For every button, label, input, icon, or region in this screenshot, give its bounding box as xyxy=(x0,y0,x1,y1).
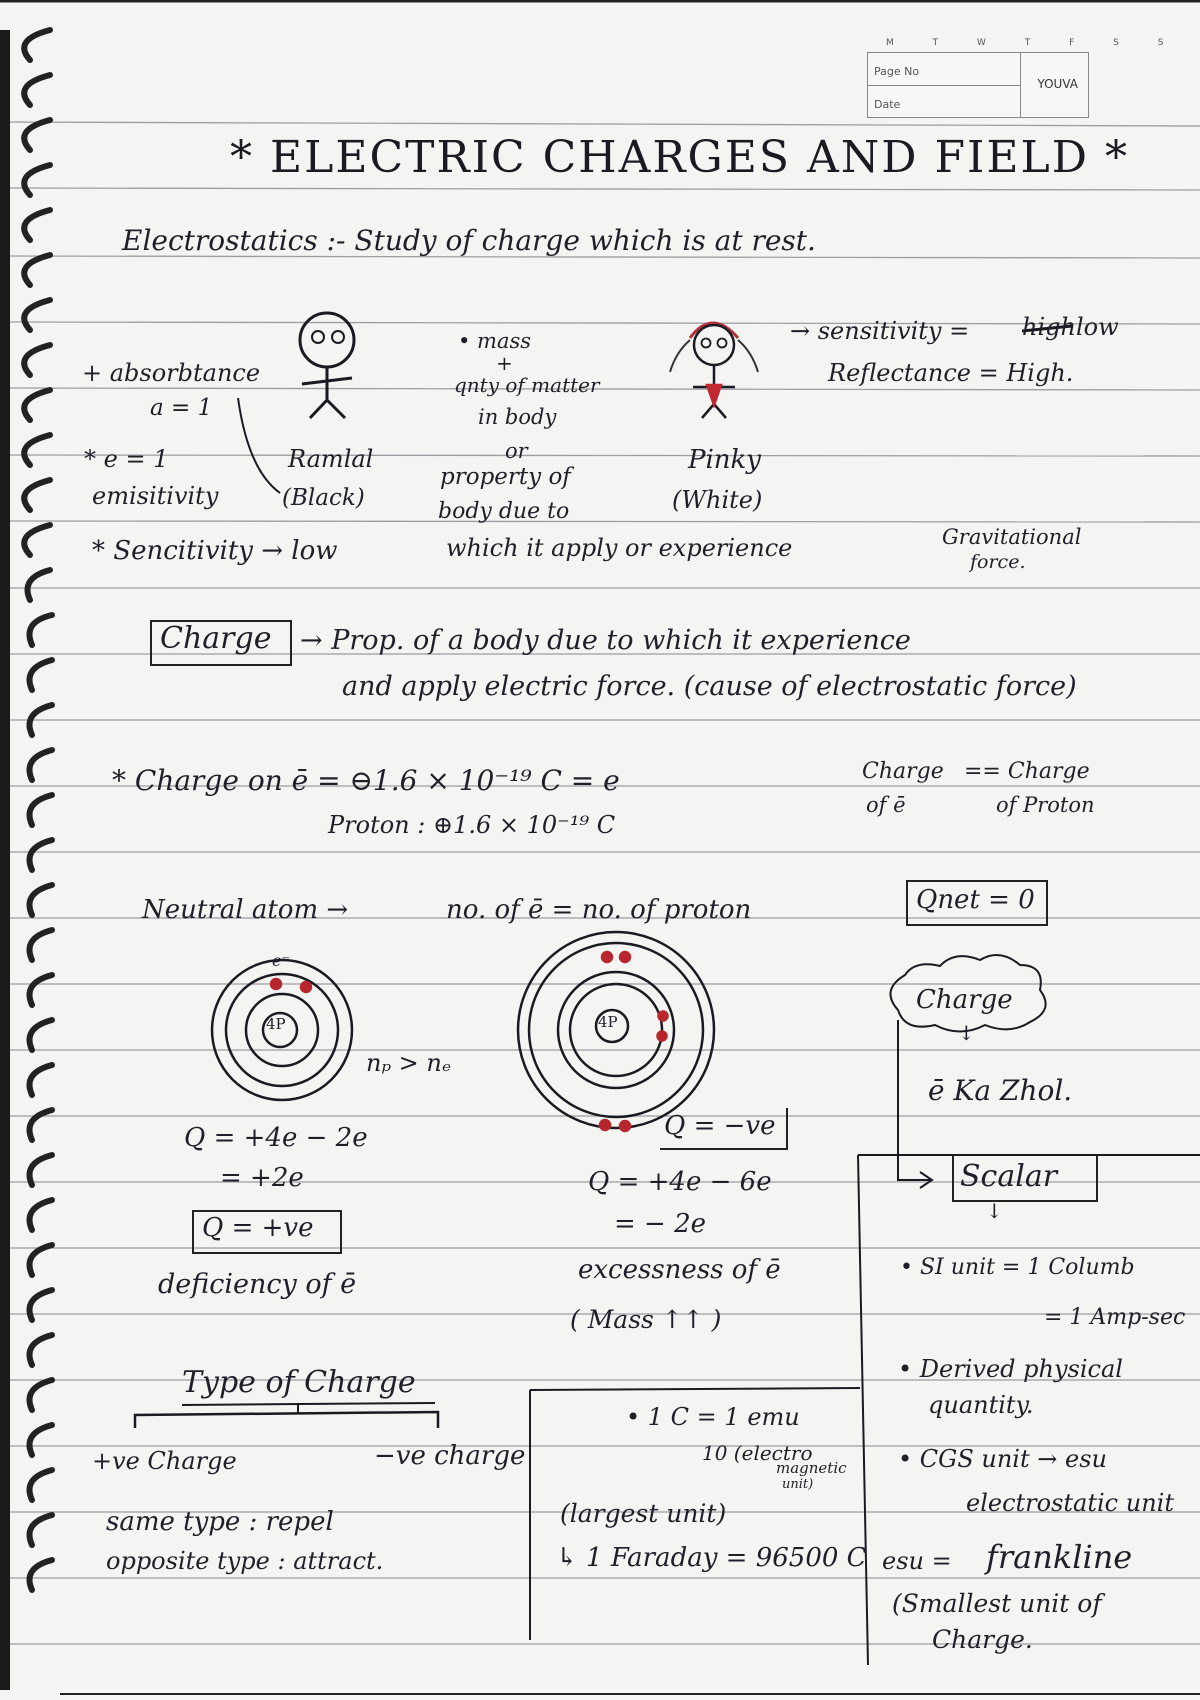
mass-def-line: which it apply or experience xyxy=(446,534,793,562)
pinky-name: Pinky xyxy=(688,445,761,475)
pinky-sensitivity: → sensitivity = xyxy=(790,317,970,345)
emissivity-value: * e = 1 xyxy=(84,445,169,473)
negative-q: Q = −ve xyxy=(664,1111,776,1141)
cgs-unit: • CGS unit → esu xyxy=(898,1445,1107,1473)
cloud-charge-label: Charge xyxy=(916,985,1013,1015)
mass-def-line: force. xyxy=(970,551,1026,573)
charge-compare: == Charge xyxy=(964,759,1090,784)
atom-right-drawing xyxy=(518,932,714,1131)
frankline: frankline xyxy=(986,1538,1133,1576)
page-title: * ELECTRIC CHARGES AND FIELD * xyxy=(230,132,1130,183)
positive-charge-type: +ve Charge xyxy=(92,1447,237,1475)
esu-eq: esu = xyxy=(882,1547,952,1575)
smallest-unit: (Smallest unit of xyxy=(892,1589,1102,1618)
nucleus-label: 4P xyxy=(598,1013,618,1031)
electrostatics-definition: Electrostatics :- Study of charge which is at rest. xyxy=(122,224,816,257)
scalar-arrow: ↓ xyxy=(986,1199,1003,1223)
cgs-unit-full: electrostatic unit xyxy=(966,1489,1174,1517)
right-atom-charge: = − 2e xyxy=(614,1209,707,1239)
corrected-word: low xyxy=(1076,313,1119,341)
mass-def-line: body due to xyxy=(438,499,570,524)
struck-word: high xyxy=(1022,313,1076,341)
type-of-charge-heading: Type of Charge xyxy=(182,1365,416,1400)
charge-label: Charge xyxy=(160,621,272,656)
positive-q: Q = +ve xyxy=(202,1213,314,1243)
weekday-strip: M T W T F S S xyxy=(886,38,1182,48)
si-unit: • SI unit = 1 Columb xyxy=(900,1255,1135,1280)
emissivity-label: emisitivity xyxy=(92,482,219,510)
np-ne-relation: nₚ > nₑ xyxy=(366,1049,452,1077)
pinky-color: (White) xyxy=(672,486,763,514)
mass-def-line: qnty of matter xyxy=(454,373,600,397)
pinky-figure xyxy=(670,323,758,418)
absorbtance-value: a = 1 xyxy=(150,395,213,421)
ramlal-name: Ramlal xyxy=(288,445,374,473)
neutral-atom-rule: no. of ē = no. of proton xyxy=(446,895,752,925)
same-type-rule: same type : repel xyxy=(106,1507,334,1537)
left-atom-charge: = +2e xyxy=(220,1163,304,1193)
charge-definition-line: → Prop. of a body due to which it experience xyxy=(300,625,911,656)
emu-note: unit) xyxy=(782,1477,814,1492)
proton-charge: Proton : ⊕1.6 × 10⁻¹⁹ C xyxy=(328,811,616,839)
neutral-atom-label: Neutral atom → xyxy=(142,895,349,925)
mass-def-line: + xyxy=(496,351,513,375)
date-label: Date xyxy=(874,98,901,111)
emu-relation: • 1 C = 1 emu xyxy=(626,1403,800,1431)
ramlal-color: (Black) xyxy=(282,485,365,511)
charge-compare: of ē xyxy=(866,793,906,817)
si-unit-alt: = 1 Amp-sec xyxy=(1044,1305,1186,1330)
derived-quantity: quantity. xyxy=(928,1391,1034,1419)
charge-compare: Charge xyxy=(862,759,944,784)
mass-def-line: or xyxy=(505,439,528,463)
cloud-arrow: ↓ xyxy=(958,1021,975,1045)
derived-quantity: • Derived physical xyxy=(898,1355,1123,1383)
deficiency-label: deficiency of ē xyxy=(158,1269,357,1300)
electron-zhol: ē Ka Zhol. xyxy=(928,1074,1073,1107)
mass-def-line: • mass xyxy=(458,329,532,353)
smallest-unit: Charge. xyxy=(932,1625,1033,1654)
electron-charge: * Charge on ē = ⊖1.6 × 10⁻¹⁹ C = e xyxy=(112,764,620,797)
excess-label: excessness of ē xyxy=(578,1255,781,1285)
page-no-label: Page No xyxy=(874,65,920,78)
ramlal-sensitivity: * Sencitivity → low xyxy=(92,536,338,566)
faraday: ↳ 1 Faraday = 96500 C xyxy=(556,1543,867,1573)
emu-note: magnetic xyxy=(776,1459,847,1477)
scalar-label: Scalar xyxy=(960,1159,1058,1194)
mass-def-line: in body xyxy=(478,405,557,429)
negative-charge-type: −ve charge xyxy=(374,1441,526,1471)
nucleus-label: 4P xyxy=(266,1015,286,1033)
left-atom-charge: Q = +4e − 2e xyxy=(184,1123,368,1153)
charge-compare: of Proton xyxy=(996,793,1095,817)
right-atom-charge: Q = +4e − 6e xyxy=(588,1167,772,1197)
opposite-type-rule: opposite type : attract. xyxy=(106,1547,384,1575)
mass-increase: ( Mass ↑↑ ) xyxy=(570,1305,722,1334)
mass-def-line: Gravitational xyxy=(942,525,1082,549)
pinky-reflectance: Reflectance = High. xyxy=(828,359,1074,387)
electron-label: e⁻ xyxy=(272,951,290,970)
absorbtance-label: + absorbtance xyxy=(82,359,261,387)
qnet-value: Qnet = 0 xyxy=(916,885,1035,915)
brand-label: YOUVA xyxy=(1037,77,1078,91)
emu-relation: 10 (electro xyxy=(702,1441,813,1465)
mass-def-line: property of xyxy=(440,464,571,490)
charge-definition-line: and apply electric force. (cause of electrostatic force) xyxy=(342,671,1077,702)
largest-unit: (largest unit) xyxy=(560,1499,727,1528)
